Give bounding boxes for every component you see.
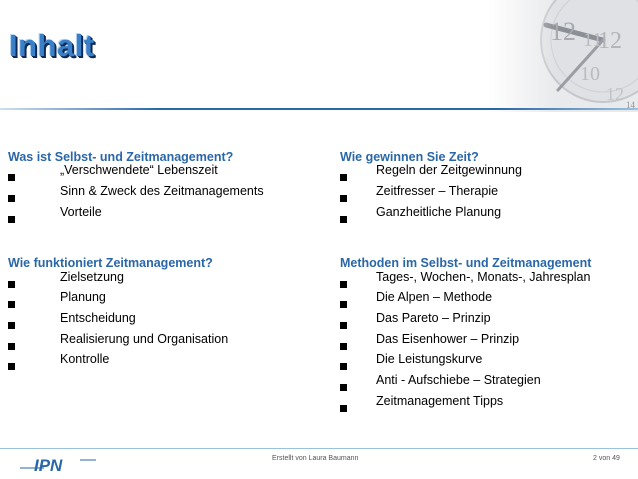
bullet-icon	[8, 363, 15, 370]
bullet-icon	[8, 174, 15, 181]
bullet-icon	[340, 195, 347, 202]
logo-text: IPN	[34, 456, 63, 474]
bullet-icon	[8, 343, 15, 350]
bullet-icon	[8, 322, 15, 329]
footer-divider	[0, 448, 638, 449]
bullet-icon	[340, 322, 347, 329]
bullet-icon	[8, 301, 15, 308]
title-divider	[0, 108, 638, 110]
section-heading: Was ist Selbst- und Zeitmanagement?	[8, 150, 234, 164]
bullet-icon	[340, 174, 347, 181]
bullet-icon	[8, 195, 15, 202]
clock-decoration-image	[488, 0, 638, 112]
page-number: 2 von 49	[593, 455, 620, 462]
bullet-icon	[340, 363, 347, 370]
page-title: Inhalt	[9, 28, 95, 63]
bullet-icon	[340, 384, 347, 391]
bullet-icon	[8, 216, 15, 223]
ipn-logo	[18, 454, 98, 474]
bullet-icon	[340, 216, 347, 223]
footer-credit: Erstellt von Laura Baumann	[272, 455, 359, 462]
bullet-icon	[340, 281, 347, 288]
bullet-icon	[8, 281, 15, 288]
section-heading: Wie funktioniert Zeitmanagement?	[8, 256, 213, 270]
section-heading: Methoden im Selbst- und Zeitmanagement	[340, 256, 592, 270]
section-heading: Wie gewinnen Sie Zeit?	[340, 150, 479, 164]
bullet-icon	[340, 343, 347, 350]
bullet-icon	[340, 301, 347, 308]
bullet-icon	[340, 405, 347, 412]
